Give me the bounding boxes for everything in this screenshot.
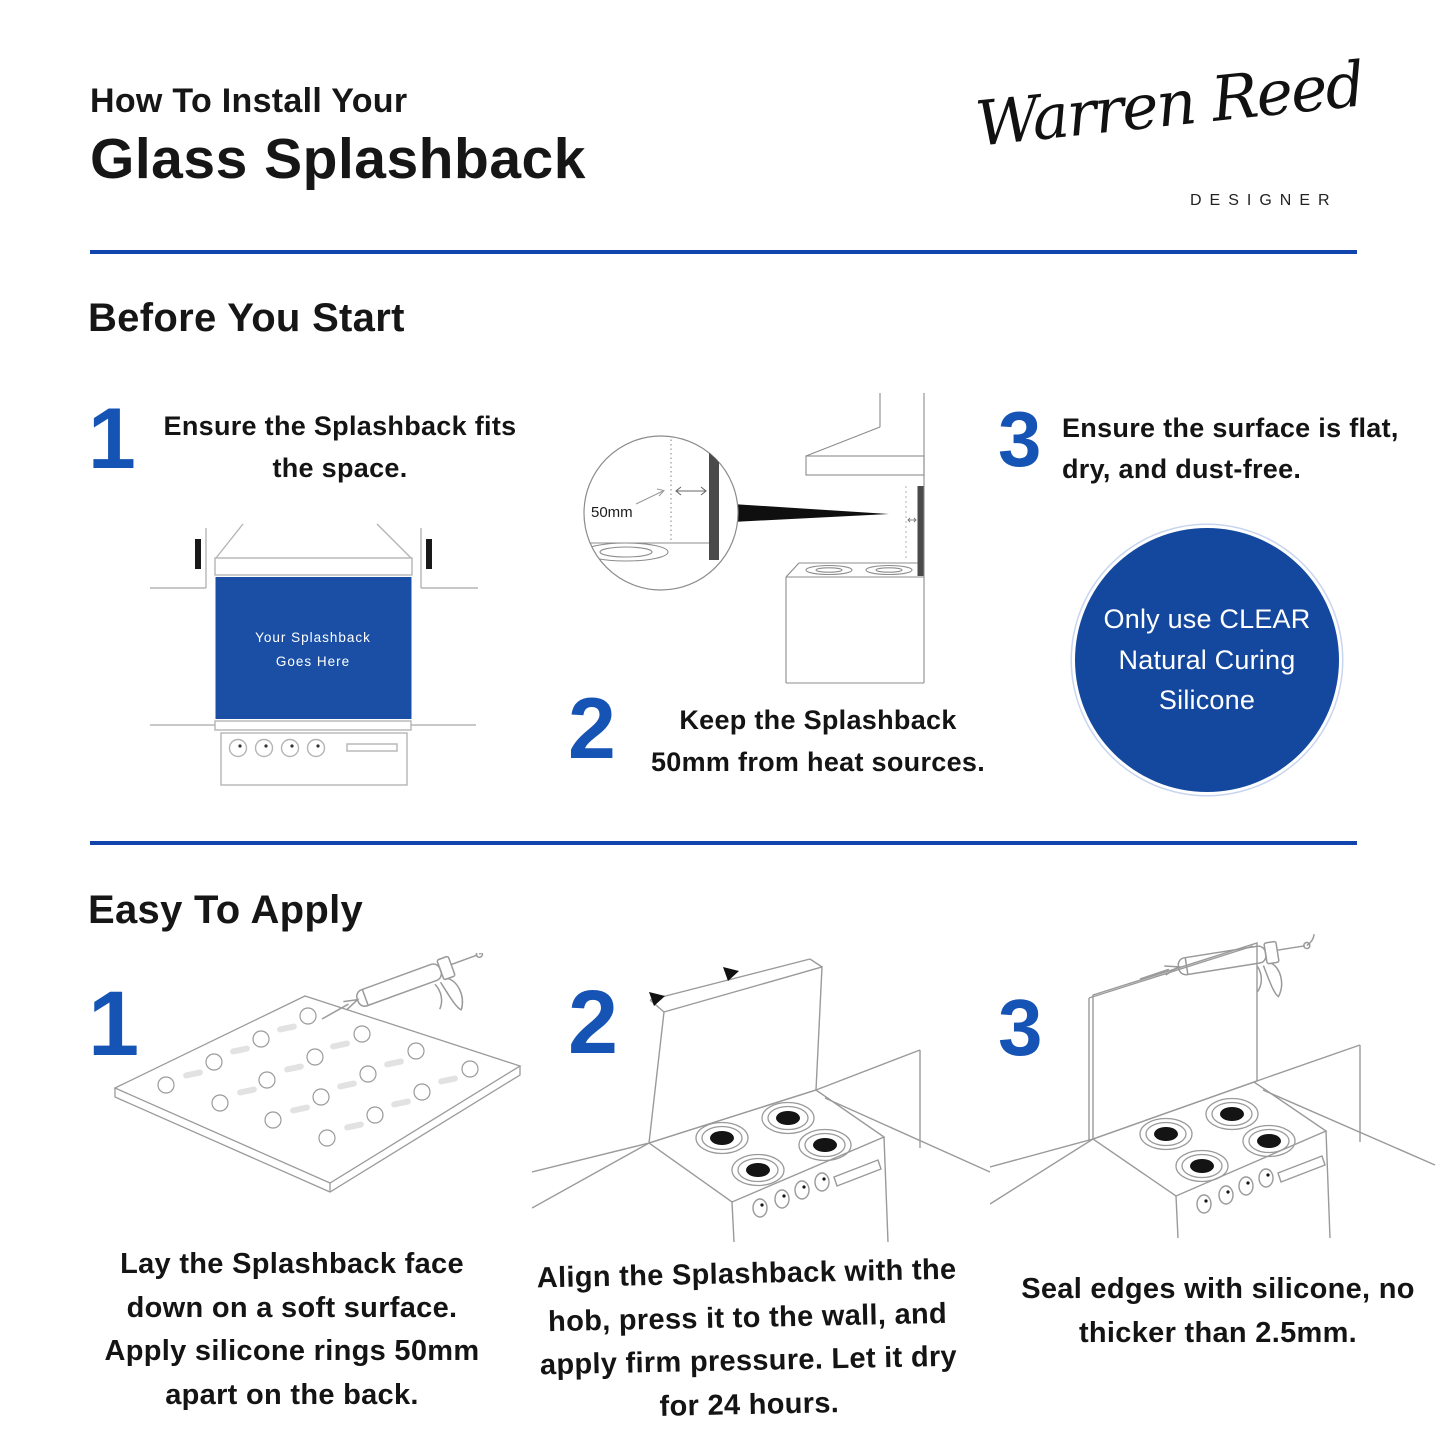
silicone-note-badge [1075, 528, 1339, 792]
step-number: 2 [568, 681, 616, 777]
section-heading-before-you-start: Before You Start [88, 296, 405, 340]
section-divider [90, 841, 1357, 845]
step-caption: Align the Splashback with the hob, press it to the wall, and apply firm pressure. Let it dry for 24 hours. [536, 1253, 958, 1423]
step-text: Keep the Splashback 50mm from heat sources. [650, 705, 986, 777]
fit-diagram [128, 492, 548, 814]
caulk-gun-icon [316, 953, 503, 1056]
silicone-note-text: Only use CLEAR Natural Curing Silicone [1103, 604, 1311, 716]
splashback-label-line2: Goes Here [275, 654, 351, 669]
step-caption: Seal edges with silicone, no thicker than 2.5mm. [1021, 1273, 1415, 1349]
align-panel-diagram [532, 922, 992, 1244]
silicone-dashes [183, 1023, 459, 1131]
page-title-line2: Glass Splashback [90, 127, 586, 191]
page-title-line1: How To Install Your [90, 82, 408, 120]
splashback-side-bar [918, 486, 924, 576]
brand-logo [972, 47, 1367, 161]
gap-measurement-label: 50mm [591, 504, 633, 521]
step-number: 2 [568, 973, 619, 1073]
caulk-gun-icon [1137, 934, 1323, 1017]
step-caption: Lay the Splashback face down on a soft surface. Apply silicone rings 50mm apart on the back. [104, 1248, 480, 1411]
section-divider [90, 250, 1357, 254]
gap-arrow-icon [908, 518, 916, 522]
step-number: 1 [88, 391, 136, 487]
hood-side-view [786, 393, 924, 683]
section-heading-easy-to-apply: Easy To Apply [88, 888, 364, 932]
cabinet-handle [195, 539, 201, 569]
cabinet-handle [426, 539, 432, 569]
callout-pointer [732, 504, 889, 522]
counter-and-panel [990, 943, 1435, 1238]
seal-edges-diagram [990, 918, 1445, 1240]
brand-logo-subtitle: DESIGNER [1190, 192, 1338, 209]
panel-outline [115, 996, 520, 1192]
step-number: 3 [998, 395, 1042, 483]
splashback-label-line1: Your Splashback [255, 630, 371, 645]
step-number: 1 [88, 973, 140, 1075]
step-text: Ensure the Splashback fits the space. [163, 411, 517, 483]
silicone-rings [158, 1008, 478, 1146]
step-text: Ensure the surface is flat, dry, and dust-free. [1062, 413, 1399, 484]
heat-gap-diagram [558, 393, 990, 693]
splashback-panel [216, 577, 412, 719]
brand-logo-signature: Warren Reed [972, 47, 1367, 161]
counter-and-panel [532, 959, 990, 1242]
step-number: 3 [998, 983, 1043, 1072]
silicone-rings-diagram [100, 953, 580, 1238]
